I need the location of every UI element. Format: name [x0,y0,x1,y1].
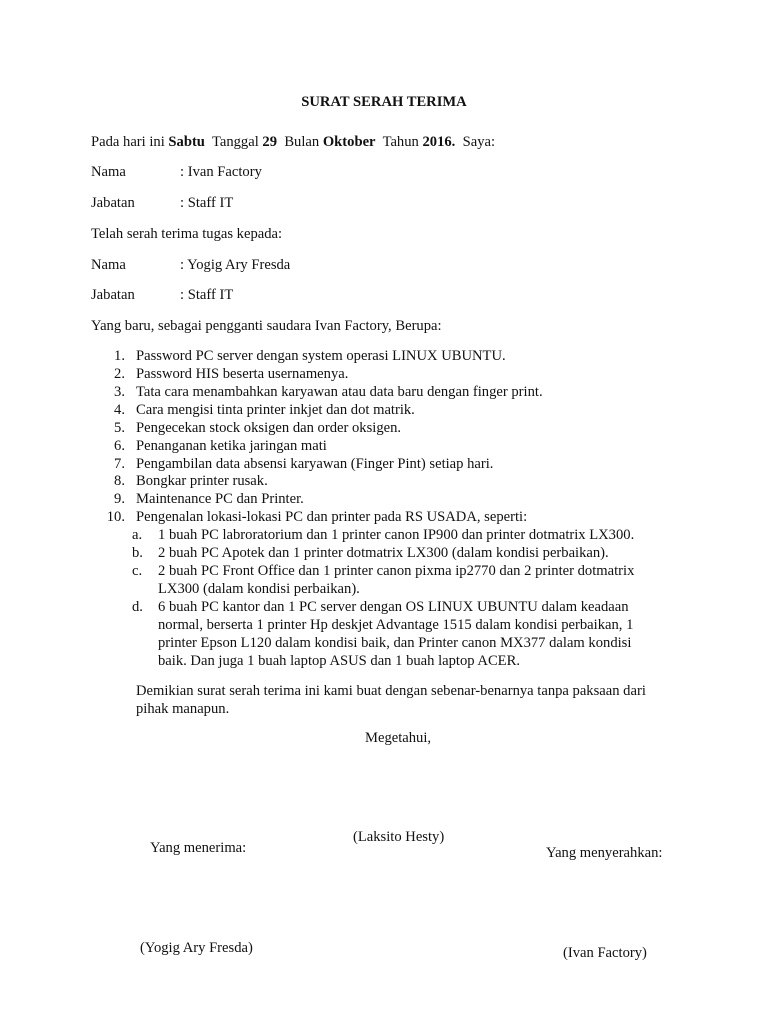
giver-name-label: Nama [91,164,126,180]
acknowledged-label: Megetahui, [365,730,432,746]
sublist-item-letter: b. [132,545,143,561]
list-item-number: 8. [114,473,125,489]
acknowledged-name: (Laksito Hesty) [353,829,445,845]
list-item-number: 5. [114,420,125,436]
handover-text: Telah serah terima tugas kepada: [91,226,283,242]
giver-signature-name: (Ivan Factory) [563,945,647,961]
list-item-number: 1. [114,348,125,364]
giver-position-value: : Staff IT [180,195,234,211]
sublist-item: 2 buah PC Front Office dan 1 printer canon pixma ip2770 dan 2 printer dotmatrix [158,563,635,579]
list-item: Pengambilan data absensi karyawan (Finger Pint) setiap hari. [136,456,494,472]
receiver-signature-label: Yang menerima: [150,840,247,856]
closing-line-2: pihak manapun. [136,701,230,717]
intro-text-1: Pada hari ini [91,134,169,150]
sublist-item-letter: d. [132,599,143,615]
intro-text-5: Saya: [455,134,496,150]
list-item-number: 10. [106,509,125,525]
intro-line [91,134,495,151]
list-item: Pengecekan stock oksigen dan order oksigen. [136,420,402,436]
sublist-item: 2 buah PC Apotek dan 1 printer dotmatrix LX300 (dalam kondisi perbaikan). [158,545,609,561]
sublist-item-continuation: printer Epson L120 dalam kondisi baik, dan Printer canon MX377 dalam kondisi [158,635,632,651]
receiver-name-value: : Yogig Ary Fresda [180,257,291,273]
list-item: Bongkar printer rusak. [136,473,268,489]
receiver-position-label: Jabatan [91,287,135,303]
list-item: Password HIS beserta usernamenya. [136,366,349,382]
sublist-item-letter: a. [132,527,143,543]
intro-text-4: Tahun [375,134,423,150]
list-item-number: 2. [114,366,125,382]
receiver-signature-name: (Yogig Ary Fresda) [140,940,253,956]
receiver-position-value: : Staff IT [180,287,234,303]
sublist-item: 1 buah PC labroratorium dan 1 printer canon IP900 dan printer dotmatrix LX300. [158,527,635,543]
intro-month: Oktober [322,134,376,150]
intro-text-3: Bulan [277,134,323,150]
closing-line-1: Demikian surat serah terima ini kami buat dengan sebenar-benarnya tanpa paksaan dari [136,683,646,699]
sublist-item-continuation: LX300 (dalam kondisi perbaikan). [158,581,360,597]
list-item-number: 9. [114,491,125,507]
list-item: Password PC server dengan system operasi LINUX UBUNTU. [136,348,506,364]
list-item: Maintenance PC dan Printer. [136,491,304,507]
giver-position-label: Jabatan [91,195,135,211]
list-item-number: 6. [114,438,125,454]
intro-date: 29 [262,134,278,150]
list-item: Tata cara menambahkan karyawan atau data baru dengan finger print. [136,384,543,400]
list-item-number: 3. [114,384,125,400]
list-item: Cara mengisi tinta printer inkjet dan dot matrik. [136,402,415,418]
document-title: SURAT SERAH TERIMA [301,94,467,110]
sublist-item-continuation: normal, berserta 1 printer Hp deskjet Advantage 1515 dalam kondisi perbaikan, 1 [158,617,634,633]
sublist-item: 6 buah PC kantor dan 1 PC server dengan OS LINUX UBUNTU dalam keadaan [158,599,629,615]
list-item: Pengenalan lokasi-lokasi PC dan printer pada RS USADA, seperti: [136,509,528,525]
receiver-name-label: Nama [91,257,126,273]
list-item-number: 4. [114,402,125,418]
list-item: Penanganan ketika jaringan mati [136,438,327,454]
intro-text-2: Tanggal [204,134,263,150]
intro-day: Sabtu [168,134,205,150]
giver-name-value: : Ivan Factory [180,164,262,180]
list-item-number: 7. [114,456,125,472]
intro-year: 2016. [422,134,456,150]
replacement-text: Yang baru, sebagai pengganti saudara Ivan Factory, Berupa: [91,318,442,334]
giver-signature-label: Yang menyerahkan: [546,845,663,861]
sublist-item-continuation: baik. Dan juga 1 buah laptop ASUS dan 1 buah laptop ACER. [158,653,520,669]
sublist-item-letter: c. [132,563,143,579]
